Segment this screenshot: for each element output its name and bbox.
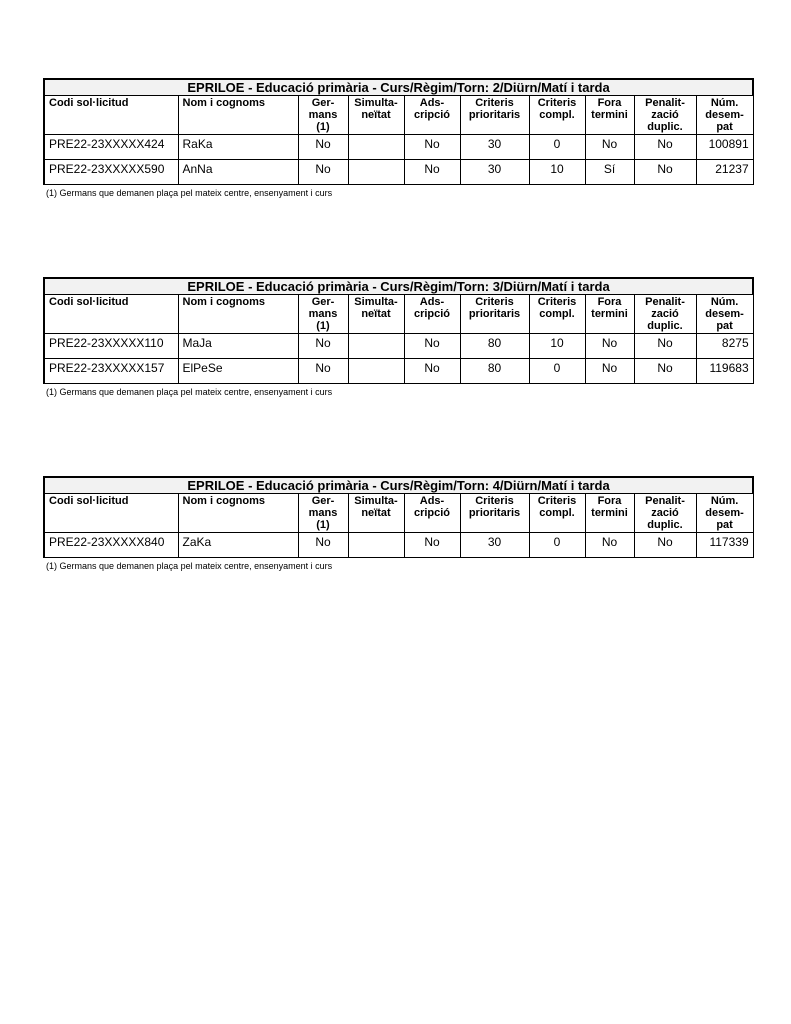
- column-header: Nom i cognoms: [178, 96, 298, 135]
- table-cell: No: [298, 160, 348, 185]
- table-cell: 0: [529, 533, 585, 558]
- column-header: Simulta- neïtat: [348, 494, 404, 533]
- table-cell: 10: [529, 334, 585, 359]
- table-cell: No: [585, 334, 634, 359]
- column-header: Simulta- neïtat: [348, 96, 404, 135]
- table-cell: PRE22-23XXXXX157: [44, 359, 178, 384]
- column-header: Criteris prioritaris: [460, 494, 529, 533]
- table-cell: [348, 359, 404, 384]
- table-cell: No: [298, 135, 348, 160]
- table-cell: 8275: [696, 334, 753, 359]
- table-cell: No: [634, 160, 696, 185]
- column-header: Codi sol·licitud: [44, 96, 178, 135]
- table-cell: No: [404, 359, 460, 384]
- table-cell: No: [585, 533, 634, 558]
- table-cell: ElPeSe: [178, 359, 298, 384]
- column-header: Fora termini: [585, 96, 634, 135]
- table-cell: 80: [460, 334, 529, 359]
- table-cell: 0: [529, 359, 585, 384]
- footnote: (1) Germans que demanen plaça pel mateix centre, ensenyament i curs: [46, 561, 333, 571]
- table-cell: No: [298, 533, 348, 558]
- column-header: Ger- mans (1): [298, 96, 348, 135]
- table-cell: No: [404, 160, 460, 185]
- table-cell: No: [634, 334, 696, 359]
- column-header: Fora termini: [585, 295, 634, 334]
- table-cell: [348, 160, 404, 185]
- results-table-block: [43, 78, 753, 198]
- column-header: Criteris prioritaris: [460, 295, 529, 334]
- column-header: Penalit- zació duplic.: [634, 494, 696, 533]
- table-cell: [348, 334, 404, 359]
- column-header: Fora termini: [585, 494, 634, 533]
- table-cell: 0: [529, 135, 585, 160]
- results-table: [43, 277, 754, 384]
- column-header: Núm. desem- pat: [696, 494, 753, 533]
- table-cell: 80: [460, 359, 529, 384]
- table-cell: 119683: [696, 359, 753, 384]
- column-header: Núm. desem- pat: [696, 295, 753, 334]
- column-header: Ads- cripció: [404, 295, 460, 334]
- table-cell: No: [585, 359, 634, 384]
- table-cell: No: [298, 334, 348, 359]
- table-cell: Sí: [585, 160, 634, 185]
- table-cell: 117339: [696, 533, 753, 558]
- column-header: Ger- mans (1): [298, 494, 348, 533]
- column-header: Criteris prioritaris: [460, 96, 529, 135]
- table-cell: MaJa: [178, 334, 298, 359]
- column-header: Codi sol·licitud: [44, 494, 178, 533]
- table-cell: AnNa: [178, 160, 298, 185]
- table-cell: [348, 135, 404, 160]
- table-row: [44, 334, 753, 359]
- table-cell: PRE22-23XXXXX424: [44, 135, 178, 160]
- table-cell: RaKa: [178, 135, 298, 160]
- column-header: Codi sol·licitud: [44, 295, 178, 334]
- table-row: [44, 359, 753, 384]
- table-title: EPRILOE - Educació primària - Curs/Règim/Torn: 4/Diürn/Matí i tarda: [44, 477, 753, 494]
- column-header: Núm. desem- pat: [696, 96, 753, 135]
- column-header: Criteris compl.: [529, 295, 585, 334]
- column-header: Ads- cripció: [404, 494, 460, 533]
- results-table-block: [43, 277, 753, 397]
- table-cell: [348, 533, 404, 558]
- column-header: Penalit- zació duplic.: [634, 295, 696, 334]
- table-cell: 30: [460, 160, 529, 185]
- table-cell: No: [634, 359, 696, 384]
- results-table: [43, 476, 754, 558]
- column-header: Ger- mans (1): [298, 295, 348, 334]
- table-cell: No: [585, 135, 634, 160]
- column-header: Ads- cripció: [404, 96, 460, 135]
- table-cell: No: [404, 135, 460, 160]
- column-header: Nom i cognoms: [178, 494, 298, 533]
- footnote: (1) Germans que demanen plaça pel mateix centre, ensenyament i curs: [46, 387, 333, 397]
- table-row: [44, 135, 753, 160]
- table-row: [44, 533, 753, 558]
- table-cell: PRE22-23XXXXX590: [44, 160, 178, 185]
- table-cell: No: [404, 334, 460, 359]
- results-table: [43, 78, 754, 185]
- table-cell: ZaKa: [178, 533, 298, 558]
- column-header: Nom i cognoms: [178, 295, 298, 334]
- table-cell: No: [404, 533, 460, 558]
- table-cell: 30: [460, 135, 529, 160]
- column-header: Simulta- neïtat: [348, 295, 404, 334]
- table-cell: 30: [460, 533, 529, 558]
- column-header: Criteris compl.: [529, 96, 585, 135]
- table-cell: 21237: [696, 160, 753, 185]
- column-header: Penalit- zació duplic.: [634, 96, 696, 135]
- table-cell: 10: [529, 160, 585, 185]
- table-title: EPRILOE - Educació primària - Curs/Règim/Torn: 3/Diürn/Matí i tarda: [44, 278, 753, 295]
- table-title: EPRILOE - Educació primària - Curs/Règim/Torn: 2/Diürn/Matí i tarda: [44, 79, 753, 96]
- table-cell: No: [634, 533, 696, 558]
- results-table-block: [43, 476, 753, 571]
- table-row: [44, 160, 753, 185]
- table-cell: PRE22-23XXXXX840: [44, 533, 178, 558]
- column-header: Criteris compl.: [529, 494, 585, 533]
- table-cell: PRE22-23XXXXX110: [44, 334, 178, 359]
- footnote: (1) Germans que demanen plaça pel mateix centre, ensenyament i curs: [46, 188, 333, 198]
- table-cell: 100891: [696, 135, 753, 160]
- table-cell: No: [298, 359, 348, 384]
- table-cell: No: [634, 135, 696, 160]
